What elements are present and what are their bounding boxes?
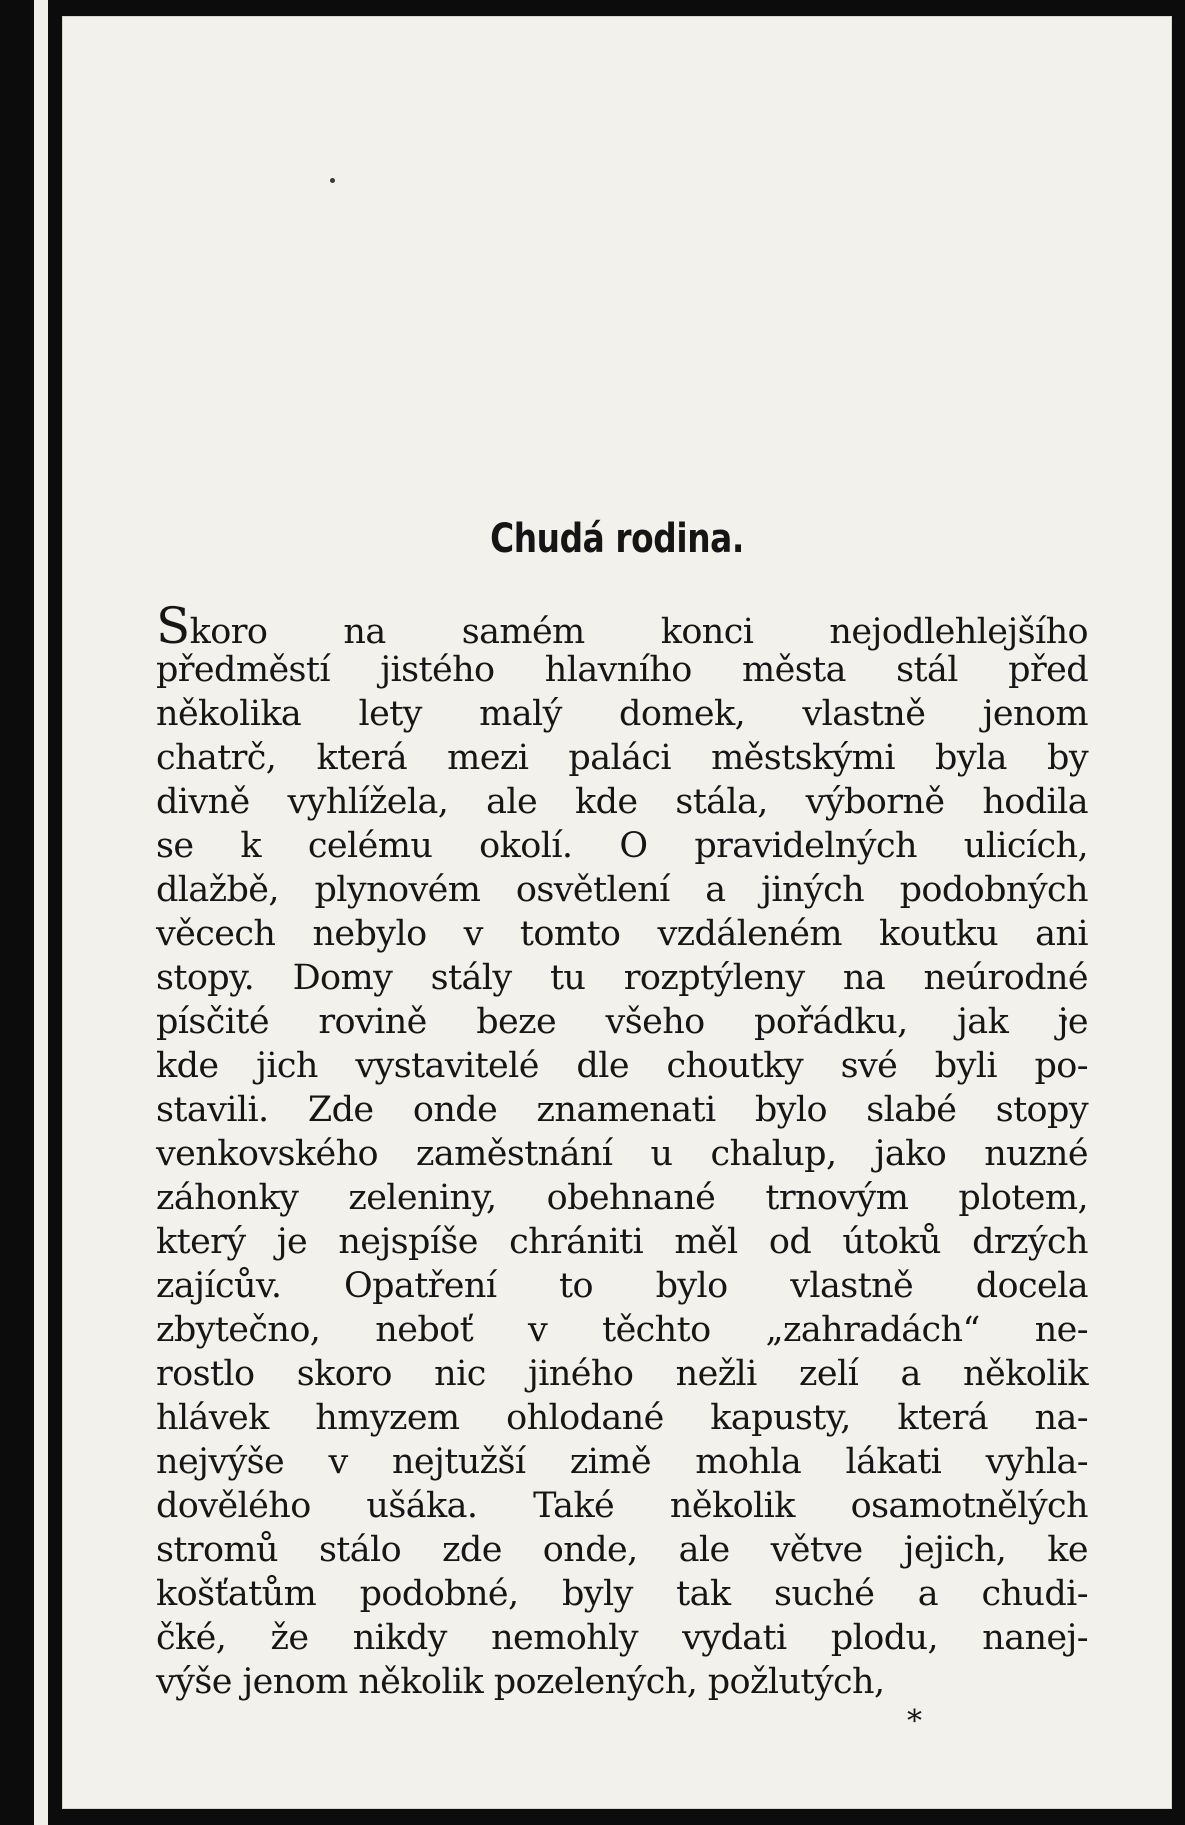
text-line: dovělého ušáka. Také několik osamotnělých <box>156 1486 1088 1526</box>
text-line: písčité rovině beze všeho pořádku, jak je <box>156 1002 1088 1042</box>
text-line: stromů stálo zde onde, ale větve jejich, ke <box>156 1530 1088 1570</box>
text-line: zbytečno, neboť v těchto „zahradách“ ne- <box>156 1310 1088 1350</box>
ink-speck <box>330 178 335 183</box>
text-line: kde jich vystavitelé dle choutky své byli po- <box>156 1046 1088 1086</box>
text-line: košťatům podobné, byly tak suché a chudi- <box>156 1574 1088 1614</box>
text-line: předměstí jistého hlavního města stál před <box>156 650 1088 690</box>
initial-capital: S <box>156 597 190 655</box>
text-line <box>156 597 1088 655</box>
text-line: divně vyhlížela, ale kde stála, výborně hodila <box>156 782 1088 822</box>
text-line-rest: koro na samém konci nejodlehlejšího <box>189 612 1088 652</box>
text-line: hlávek hmyzem ohlodané kapusty, která na- <box>156 1398 1088 1438</box>
text-line: chatrč, která mezi paláci městskými byla by <box>156 738 1088 778</box>
text-line: který je nejspíše chrániti měl od útoků drzých <box>156 1222 1088 1262</box>
book-page <box>62 16 1172 1809</box>
text-line: čké, že nikdy nemohly vydati plodu, nanej- <box>156 1618 1088 1658</box>
text-line: několika lety malý domek, vlastně jenom <box>156 694 1088 734</box>
text-line: rostlo skoro nic jiného nežli zelí a několik <box>156 1354 1088 1394</box>
text-line: stavili. Zde onde znamenati bylo slabé stopy <box>156 1090 1088 1130</box>
text-line: stopy. Domy stály tu rozptýleny na neúrodné <box>156 958 1088 998</box>
chapter-title: Chudá rodina. <box>490 516 744 562</box>
signature-mark: * <box>907 1704 922 1739</box>
text-line: dlažbě, plynovém osvětlení a jiných podobných <box>156 870 1088 910</box>
text-line: výše jenom několik pozelených, požlutých, <box>156 1662 885 1702</box>
text-line: záhonky zeleniny, obehnané trnovým plotem, <box>156 1178 1088 1218</box>
text-line: nejvýše v nejtužší zimě mohla lákati vyhla- <box>156 1442 1088 1482</box>
text-line: se k celému okolí. O pravidelných ulicích, <box>156 826 1088 866</box>
text-line: venkovského zaměstnání u chalup, jako nuzné <box>156 1134 1088 1174</box>
text-line: zajícův. Opatření to bylo vlastně docela <box>156 1266 1088 1306</box>
scan-edge <box>0 0 62 1825</box>
text-line: věcech nebylo v tomto vzdáleném koutku ani <box>156 914 1088 954</box>
body-text <box>156 597 1088 1704</box>
